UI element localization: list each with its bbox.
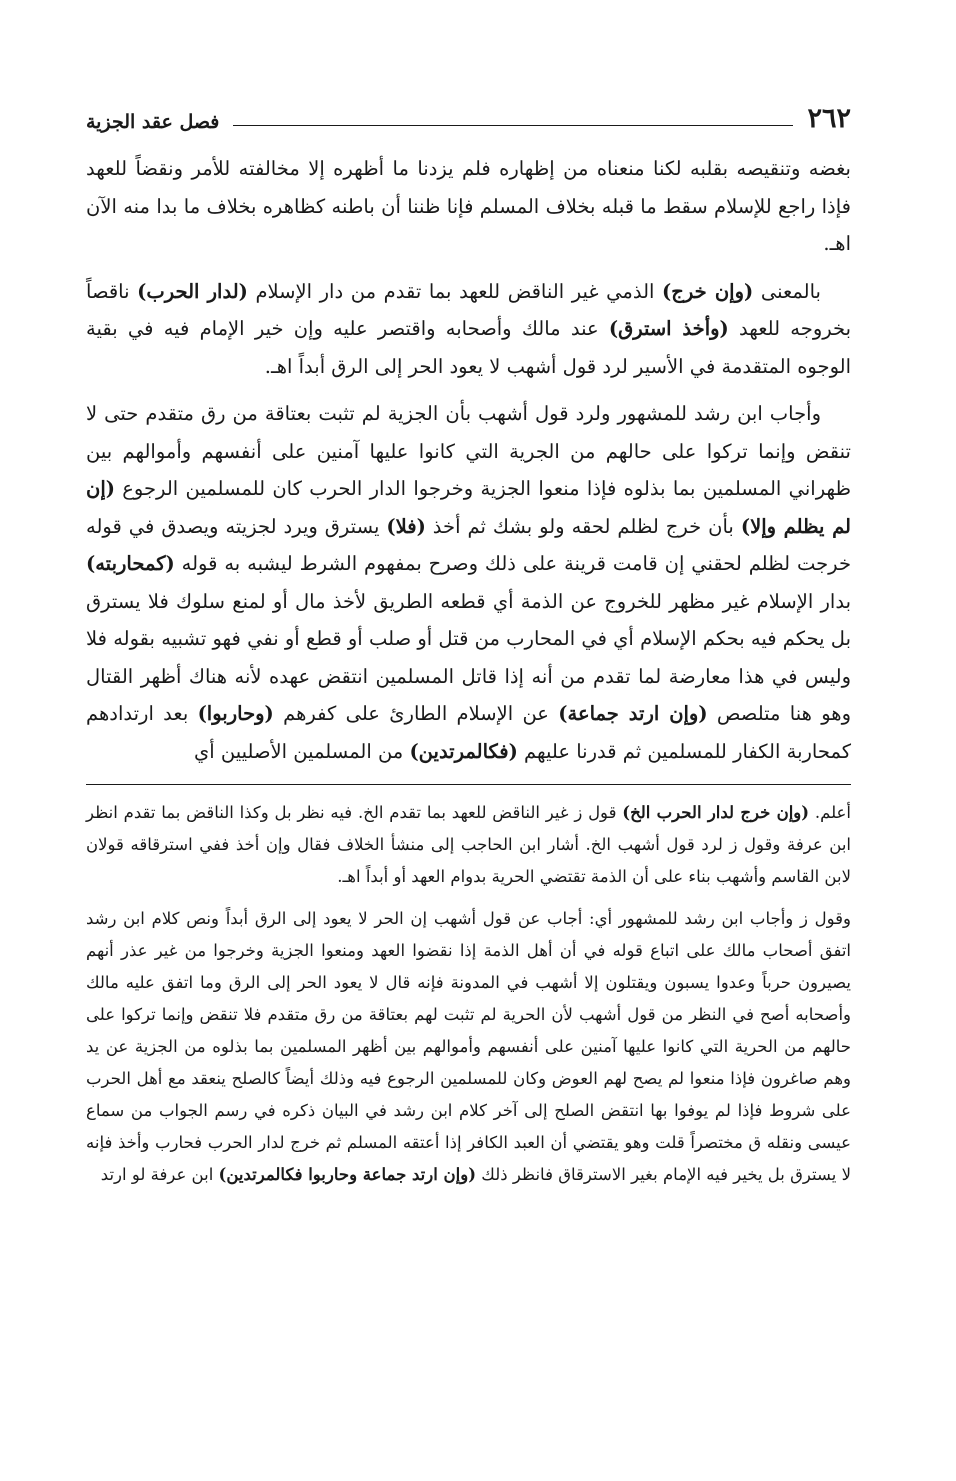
footnote-1	[86, 797, 851, 893]
page-number: ٢٦٢	[807, 103, 851, 134]
matn-quote: (وإن ارتد جماعة وحاربوا فكالمرتدين)	[218, 1165, 477, 1184]
paragraph-text: يسترق ويرد لجزيته ويصدق في قوله خرجت لظلم لحقني إن قامت قرينة على ذلك وصرح بمفهوم الشرط ليشبه به قوله	[86, 514, 851, 575]
footnote-text: أعلم.	[809, 803, 851, 822]
matn-quote: (وإن خرج)	[662, 279, 754, 303]
matn-quote: (وحاربوا)	[197, 702, 274, 725]
paragraph-text: عن الإسلام الطارئ على كفرهم	[273, 702, 559, 725]
paragraph-text: بالمعنى	[753, 279, 821, 303]
page-header	[86, 92, 851, 132]
paragraph-2	[86, 273, 851, 386]
paragraph-3	[86, 395, 851, 770]
paragraph-text: ناقصاً بخروجه للعهد	[86, 279, 852, 340]
paragraph-text: بأن خرج لظلم لحقه ولو بشك ثم أخذ	[425, 514, 741, 538]
matn-quote: (فلا)	[386, 514, 426, 538]
matn-quote: (وإن ارتد جماعة)	[558, 702, 708, 725]
main-text	[86, 150, 851, 770]
footnote-text: وقول ز وأجاب ابن رشد للمشهور أي: أجاب عن قول أشهب إن الحر لا يعود إلى الرق أبداً ونص كلام ابن رشد اتفق أصحاب مالك على اتباع قوله في أن أهل الذمة إذا نقضوا العهد ومنعوا الجزية وخرجوا من غير عذر أنهم يصيرون حرباً وعدوا يسبون ويقتلون إلا أشهب في المدونة فإنه قال لا يعود الحر إلى الرق وما اتفق عليه مالك وأصحابه أصح في النظر من قول أشهب لأن الحرية لم تثبت لهم بعتاقة من رق متقدم فلا تنقض وإنما تركوا على حالهم من الحرية التي كانوا عليها آمنين على أنفسهم وأموالهم بين أظهر المسلمين بما بذلوه من الجزية عن يد وهم صاغرون فإذا منعوا لم يصح لهم العوض وكان للمسلمين الرجوع فيه وذلك أيضاً كالصلح ينعقد مع أهل الحرب على شروط فإذا لم يوفوا بها انتقض الصلح إلى آخر كلام ابن رشد في البيان ذكره في رسم الجواب من سماع عيسى ونقله ق مختصراً قلت وهو يقتضي أن العبد الكافر إذا أعتقه المسلم ثم خرج لدار الحرب فحارب وأخذ فإنه لا يسترق بل يخير فيه الإمام بغير الاسترقاق فانظر ذلك	[86, 909, 851, 1184]
footnotes	[86, 797, 851, 1191]
matn-quote: (وإن خرج لدار الحرب الخ)	[622, 803, 810, 822]
header-rule	[233, 125, 793, 126]
matn-quote: (وأخذ استرق)	[608, 317, 729, 340]
matn-quote: (لدار الحرب)	[137, 279, 248, 303]
paragraph-text: بغضه وتنقيصه بقلبه لكنا منعناه من إظهاره فلم يزدنا ما أظهره إلا مخالفته للأمر ونقضاً للعهد فإذا راجع للإسلام سقط ما قبله بخلاف المسلم فإنا ظننا أن باطنه كظاهره بخلاف ما بدا منه الآن اهـ.	[86, 157, 851, 255]
footnote-separator	[86, 784, 851, 785]
footnote-text: ابن عرفة لو ارتد	[100, 1165, 219, 1184]
footnote-2	[86, 903, 851, 1191]
paragraph-text: بدار الإسلام غير مظهر للخروج عن الذمة أي قطعه الطريق لأخذ مال أو لمنع سلوك فلا يسترق بل يحكم فيه بحكم الإسلام أي في المحارب من قتل أو صلب أو قطع أو نفي فهو تشبيه بقوله فلا وليس في هذا معارضة لما تقدم من أنه إذا قاتل المسلمين انتقض عهده لأنه هناك أظهر القتال وهو هنا متلصص	[86, 589, 852, 725]
book-page	[86, 92, 851, 1201]
paragraph-text: بعد ارتدادهم كمحاربة الكفار للمسلمين ثم قدرنا عليهم	[86, 702, 851, 763]
paragraph-text: عند مالك وأصحابه واقتصر عليه وإن خير الإمام فيه في بقية الوجوه المتقدمة في الأسير لرد قول أشهب لا يعود الحر إلى الرق أبداً اهـ.	[86, 317, 851, 378]
running-title: فصل عقد الجزية	[86, 111, 220, 133]
paragraph-text: وأجاب ابن رشد للمشهور ولرد قول أشهب بأن الجزية لم تثبت بعتاقة من رق متقدم حتى لا تنقض وإنما تركوا على حالهم من الجرية التي كانوا عليها آمنين على أنفسهم وأموالهم بين ظهراني المسلمين بما بذلوه فإذا منعوا الجزية وخرجوا الدار الحرب كان للمسلمين الرجوع	[86, 402, 851, 500]
paragraph-1	[86, 150, 851, 263]
matn-quote: (فكالمرتدين)	[409, 739, 518, 763]
matn-quote: (إن لم يظلم وإلا)	[86, 477, 851, 538]
footnote-text: قول ز غير الناقض للعهد بما تقدم الخ. فيه نظر بل وكذا الناقض بما تقدم انظر ابن عرفة وقول ز لرد قول أشهب الخ. أشار ابن الحاجب إلى منشأ الخلاف فقال وإن أخذ ففي استرقاقه قولان لابن القاسم وأشهب بناء على أن الذمة تقتضي الحرية بدوام العهد أو أبداً اهـ.	[86, 803, 851, 886]
paragraph-text: من المسلمين الأصليين أي	[194, 739, 410, 763]
matn-quote: (كمحاربته)	[86, 552, 175, 575]
paragraph-text: الذمي غير الناقض للعهد بما تقدم من دار الإسلام	[247, 279, 663, 303]
